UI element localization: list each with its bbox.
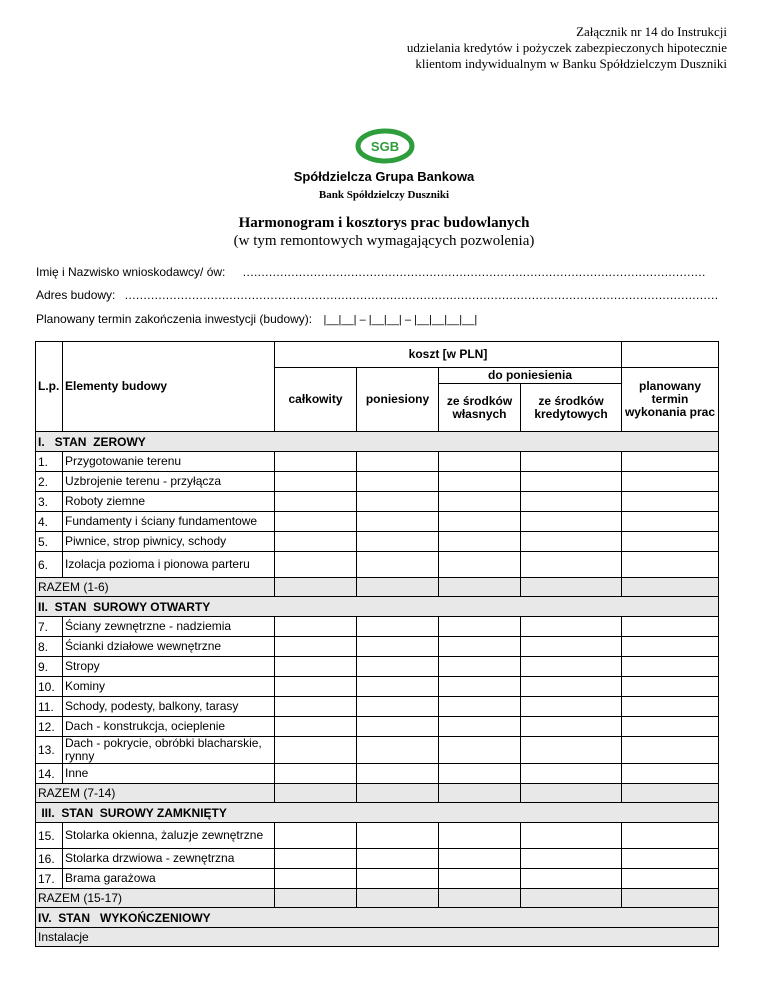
header-planned-term-top	[622, 342, 719, 368]
own-funds-cell[interactable]	[439, 677, 521, 697]
row-number: 14.	[36, 764, 63, 784]
row-number: 16.	[36, 849, 63, 869]
element-label: Przygotowanie terenu	[63, 452, 275, 472]
own-funds-cell[interactable]	[439, 849, 521, 869]
incurred-cell[interactable]	[357, 764, 439, 784]
planned-term-cell[interactable]	[622, 849, 719, 869]
element-label: Piwnice, strop piwnicy, schody	[63, 532, 275, 552]
planned-term-cell[interactable]	[622, 677, 719, 697]
own-funds-cell[interactable]	[439, 697, 521, 717]
total-cell[interactable]	[275, 849, 357, 869]
planned-term-cell[interactable]	[622, 532, 719, 552]
incurred-cell[interactable]	[357, 578, 439, 597]
credit-funds-cell[interactable]	[521, 823, 622, 849]
element-label: Izolacja pozioma i pionowa parteru	[63, 552, 275, 578]
planned-term-cell[interactable]	[622, 889, 719, 908]
element-label: Stolarka drzwiowa - zewnętrzna	[63, 849, 275, 869]
credit-funds-cell[interactable]	[521, 677, 622, 697]
row-number: 9.	[36, 657, 63, 677]
total-cell[interactable]	[275, 869, 357, 889]
address-field[interactable]	[36, 288, 717, 302]
total-cell[interactable]	[275, 737, 357, 764]
total-cell[interactable]	[275, 578, 357, 597]
own-funds-cell[interactable]	[439, 889, 521, 908]
row-number: 13.	[36, 737, 63, 764]
planned-term-cell[interactable]	[622, 784, 719, 803]
table-row	[36, 617, 719, 637]
element-label: Ścianki działowe wewnętrzne	[63, 637, 275, 657]
incurred-cell[interactable]	[357, 617, 439, 637]
planned-term-cell[interactable]	[622, 617, 719, 637]
table-row	[36, 512, 719, 532]
row-number: 6.	[36, 552, 63, 578]
subtotal-row	[36, 784, 719, 803]
credit-funds-cell[interactable]	[521, 472, 622, 492]
total-cell[interactable]	[275, 552, 357, 578]
planned-term-cell[interactable]	[622, 737, 719, 764]
incurred-cell[interactable]	[357, 452, 439, 472]
incurred-cell[interactable]	[357, 492, 439, 512]
row-number: 10.	[36, 677, 63, 697]
credit-funds-cell[interactable]	[521, 578, 622, 597]
incurred-cell[interactable]	[357, 717, 439, 737]
element-label: Inne	[63, 764, 275, 784]
element-label: Fundamenty i ściany fundamentowe	[63, 512, 275, 532]
total-cell[interactable]	[275, 617, 357, 637]
section-heading: II. STAN SUROWY OTWARTY	[36, 597, 719, 617]
table-row	[36, 849, 719, 869]
credit-funds-cell[interactable]	[521, 532, 622, 552]
credit-funds-cell[interactable]	[521, 512, 622, 532]
credit-funds-cell[interactable]	[521, 889, 622, 908]
table-row	[36, 677, 719, 697]
own-funds-cell[interactable]	[439, 764, 521, 784]
credit-funds-cell[interactable]	[521, 657, 622, 677]
annex-line: Załącznik nr 14 do Instrukcji	[576, 24, 727, 39]
completion-date-field[interactable]	[36, 312, 477, 326]
credit-funds-cell[interactable]	[521, 617, 622, 637]
credit-funds-cell[interactable]	[521, 737, 622, 764]
total-cell[interactable]	[275, 512, 357, 532]
total-cell[interactable]	[275, 492, 357, 512]
header-credit-funds: ze środków kredytowych	[521, 384, 622, 432]
planned-term-cell[interactable]	[622, 472, 719, 492]
applicant-label: Imię i Nazwisko wnioskodawcy/ ów:	[36, 265, 226, 279]
section-row	[36, 432, 719, 452]
total-cell[interactable]	[275, 889, 357, 908]
address-label: Adres budowy:	[36, 288, 116, 302]
element-label: Uzbrojenie terenu - przyłącza	[63, 472, 275, 492]
element-label: Dach - konstrukcja, ocieplenie	[63, 717, 275, 737]
annex-note	[307, 24, 727, 72]
table-row	[36, 532, 719, 552]
row-number: 2.	[36, 472, 63, 492]
total-cell[interactable]	[275, 452, 357, 472]
own-funds-cell[interactable]	[439, 617, 521, 637]
applicant-field[interactable]	[36, 265, 705, 279]
incurred-cell[interactable]	[357, 677, 439, 697]
planned-term-cell[interactable]	[622, 578, 719, 597]
row-number: 3.	[36, 492, 63, 512]
credit-funds-cell[interactable]	[521, 869, 622, 889]
total-cell[interactable]	[275, 784, 357, 803]
header-total: całkowity	[275, 368, 357, 432]
credit-funds-cell[interactable]	[521, 764, 622, 784]
own-funds-cell[interactable]	[439, 492, 521, 512]
incurred-cell[interactable]	[357, 737, 439, 764]
planned-term-cell[interactable]	[622, 869, 719, 889]
table-row	[36, 869, 719, 889]
total-cell[interactable]	[275, 717, 357, 737]
incurred-cell[interactable]	[357, 889, 439, 908]
section-row	[36, 803, 719, 823]
credit-funds-cell[interactable]	[521, 552, 622, 578]
completion-date-mask[interactable]: |__|__| – |__|__| – |__|__|__|__|	[323, 314, 478, 326]
table-row	[36, 697, 719, 717]
credit-funds-cell[interactable]	[521, 849, 622, 869]
incurred-cell[interactable]	[357, 657, 439, 677]
own-funds-cell[interactable]	[439, 472, 521, 492]
row-number: 12.	[36, 717, 63, 737]
row-number: 11.	[36, 697, 63, 717]
header-cost-group: koszt [w PLN]	[275, 342, 622, 368]
table-row	[36, 492, 719, 512]
planned-term-cell[interactable]	[622, 823, 719, 849]
table-row	[36, 657, 719, 677]
document-subtitle: (w tym remontowych wymagających pozwolenia)	[233, 233, 535, 249]
header-lp: L.p.	[36, 342, 63, 432]
planned-term-cell[interactable]	[622, 717, 719, 737]
own-funds-cell[interactable]	[439, 784, 521, 803]
completion-date-label: Planowany termin zakończenia inwestycji (budowy):	[36, 312, 313, 326]
own-funds-cell[interactable]	[439, 657, 521, 677]
own-funds-cell[interactable]	[439, 512, 521, 532]
own-funds-cell[interactable]	[439, 823, 521, 849]
applicant-dots[interactable]	[243, 265, 705, 279]
own-funds-cell[interactable]	[439, 737, 521, 764]
planned-term-cell[interactable]	[622, 657, 719, 677]
section-row	[36, 597, 719, 617]
subtotal-label: RAZEM (7-14)	[36, 784, 275, 803]
planned-term-cell[interactable]	[622, 764, 719, 784]
bank-name: Bank Spółdzielczy Duszniki	[318, 189, 450, 201]
element-label: Stropy	[63, 657, 275, 677]
incurred-cell[interactable]	[357, 784, 439, 803]
total-cell[interactable]	[275, 764, 357, 784]
address-dots[interactable]	[125, 288, 717, 302]
credit-funds-cell[interactable]	[521, 452, 622, 472]
planned-term-cell[interactable]	[622, 552, 719, 578]
row-number: 7.	[36, 617, 63, 637]
credit-funds-cell[interactable]	[521, 717, 622, 737]
incurred-cell[interactable]	[357, 849, 439, 869]
total-cell[interactable]	[275, 637, 357, 657]
planned-term-cell[interactable]	[622, 637, 719, 657]
header-incurred: poniesiony	[357, 368, 439, 432]
incurred-cell[interactable]	[357, 869, 439, 889]
planned-term-cell[interactable]	[622, 697, 719, 717]
annex-line: klientom indywidualnym w Banku Spółdzielczym Duszniki	[415, 56, 727, 71]
section-heading: IV. STAN WYKOŃCZENIOWY	[36, 908, 719, 928]
own-funds-cell[interactable]	[439, 869, 521, 889]
table-row	[36, 717, 719, 737]
own-funds-cell[interactable]	[439, 637, 521, 657]
planned-term-cell[interactable]	[622, 512, 719, 532]
element-label: Ściany zewnętrzne - nadziemia	[63, 617, 275, 637]
sgb-logo-icon	[285, 126, 485, 170]
credit-funds-cell[interactable]	[521, 637, 622, 657]
incurred-cell[interactable]	[357, 552, 439, 578]
total-cell[interactable]	[275, 677, 357, 697]
row-number: 1.	[36, 452, 63, 472]
row-number: 8.	[36, 637, 63, 657]
section-heading: III. STAN SUROWY ZAMKNIĘTY	[36, 803, 719, 823]
credit-funds-cell[interactable]	[521, 697, 622, 717]
incurred-cell[interactable]	[357, 512, 439, 532]
element-label: Kominy	[63, 677, 275, 697]
table-row	[36, 552, 719, 578]
header-elements: Elementy budowy	[63, 342, 275, 432]
subtotal-label: RAZEM (15-17)	[36, 889, 275, 908]
incurred-cell[interactable]	[357, 697, 439, 717]
document-title: Harmonogram i kosztorys prac budowlanych	[238, 215, 530, 231]
total-cell[interactable]	[275, 472, 357, 492]
own-funds-cell[interactable]	[439, 552, 521, 578]
table-row	[36, 928, 719, 947]
total-cell[interactable]	[275, 697, 357, 717]
incurred-cell[interactable]	[357, 472, 439, 492]
table-row	[36, 823, 719, 849]
row-number: 5.	[36, 532, 63, 552]
table-row	[36, 452, 719, 472]
header-to-incur: do poniesienia	[439, 368, 622, 384]
subtotal-row	[36, 578, 719, 597]
row-number: 17.	[36, 869, 63, 889]
credit-funds-cell[interactable]	[521, 784, 622, 803]
org-name: Spółdzielcza Grupa Bankowa	[293, 169, 475, 184]
element-label: Stolarka okienna, żaluzje zewnętrzne	[63, 823, 275, 849]
row-number: 15.	[36, 823, 63, 849]
table-row	[36, 737, 719, 764]
row-number: 4.	[36, 512, 63, 532]
incurred-cell[interactable]	[357, 532, 439, 552]
incurred-cell[interactable]	[357, 637, 439, 657]
total-cell[interactable]	[275, 532, 357, 552]
element-label: Roboty ziemne	[63, 492, 275, 512]
header-planned-term: planowany termin wykonania prac	[622, 368, 719, 432]
table-row	[36, 472, 719, 492]
element-label: Schody, podesty, balkony, tarasy	[63, 697, 275, 717]
total-cell[interactable]	[275, 823, 357, 849]
annex-line: udzielania kredytów i pożyczek zabezpieczonych hipotecznie	[406, 40, 727, 55]
cost-schedule-table	[35, 341, 719, 947]
own-funds-cell[interactable]	[439, 532, 521, 552]
element-label: Dach - pokrycie, obróbki blacharskie, rynny	[63, 737, 275, 764]
own-funds-cell[interactable]	[439, 452, 521, 472]
incurred-cell[interactable]	[357, 823, 439, 849]
planned-term-cell[interactable]	[622, 452, 719, 472]
table-row	[36, 764, 719, 784]
table-row	[36, 637, 719, 657]
header-own-funds: ze środków własnych	[439, 384, 521, 432]
own-funds-cell[interactable]	[439, 717, 521, 737]
element-label: Brama garażowa	[63, 869, 275, 889]
logo-mark: SGB	[370, 139, 400, 154]
own-funds-cell[interactable]	[439, 578, 521, 597]
section-heading: I. STAN ZEROWY	[36, 432, 719, 452]
total-cell[interactable]	[275, 657, 357, 677]
section-row	[36, 908, 719, 928]
credit-funds-cell[interactable]	[521, 492, 622, 512]
section-subheading: Instalacje	[36, 928, 719, 947]
subtotal-row	[36, 889, 719, 908]
planned-term-cell[interactable]	[622, 492, 719, 512]
subtotal-label: RAZEM (1-6)	[36, 578, 275, 597]
